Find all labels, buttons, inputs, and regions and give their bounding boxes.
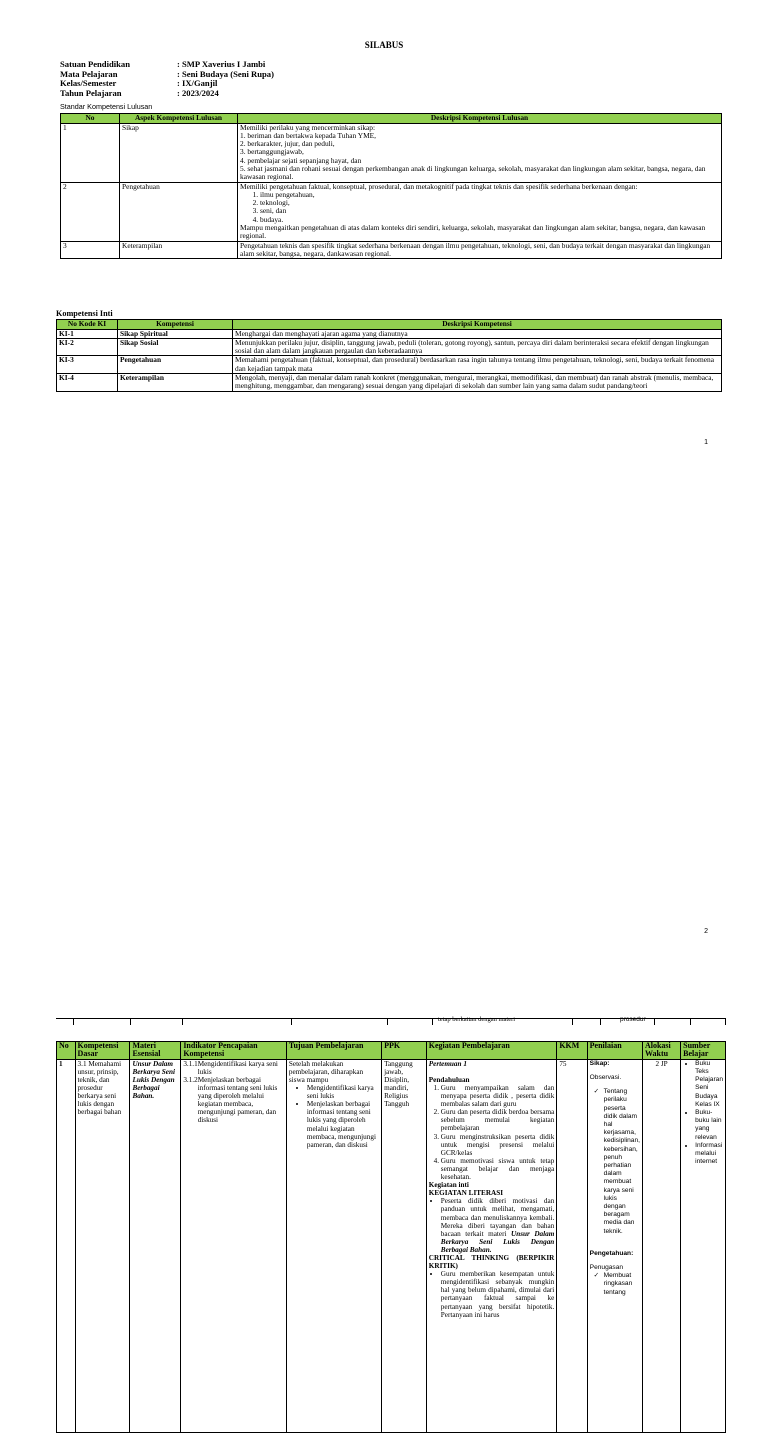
skl-aspek: Sikap [120,123,238,182]
ki-kompetensi: Keterampilan [118,373,233,391]
list-item: 2. teknologi, [260,199,719,207]
ki-kompetensi: Sikap Sosial [118,338,233,356]
materi-esensial: Unsur Dalam Berkarya Seni Lukis Dengan Berbagai Bahan. [130,1059,181,1432]
sumber-belajar [681,1059,726,1432]
literasi-text: Peserta didik diberi motivasi dan panduan untuk melihat, mengamati, membaca dan menuliskannya kembali. Mereka diberi tayangan dan bahan bacaan terkait materi [440,1197,555,1238]
ki-kode: KI-2 [57,338,118,356]
skl-no: 3 [61,241,120,259]
document-title: SILABUS [364,40,404,50]
column-header: Tujuan Pembelajaran [286,1042,381,1060]
list-item: 4. Guru memotivasi siswa untuk tetap semangat belajar dan menjaga kesehatan. [441,1157,555,1181]
column-header: Kompetensi Dasar [75,1042,130,1060]
ki-table [56,319,722,392]
ki-kode: KI-1 [57,329,118,338]
identity-value: : IX/Ganjil [177,78,218,88]
skl-line: kawasan regional. [240,172,294,182]
list-item: • Guru memberikan kesempatan untuk mengidentifikasi sebanyak mungkin hal yang belum dipahami, dimulai dari pertanyaan faktual sampai ke pertanyaan yang bersifat hipotetik. Pertanyaan ini harus [441,1270,555,1319]
list-item: • Buku Teks Pelajaran Seni Budaya Kelas IX [695,1060,723,1109]
skl-intro: Memiliki pengetahuan faktual, konseptual, prosedural, dan metakognitif pada tingkat teknis dan spesifik sederhana berkenaan dengan: [240,181,638,191]
column-header: Sumber Belajar [681,1042,726,1060]
page-number: 1 [704,439,708,446]
penilaian-pengetahuan: Pengetahuan: [589,1249,634,1257]
penilaian-penugasan: Penugasan [589,1264,624,1272]
skl-line: 5. sehat jasmani dan rohani sesuai dengan perkembangan anak di lingkungan keluarga, sekolah, masyarakat dan lingkungan alam sekitar, bangsa, negara, dan [240,163,706,173]
skl-line: 2. berkarakter, jujur, dan peduli, [240,139,335,149]
column-header: KKM [557,1042,587,1060]
identity-key: Kelas/Semester [60,78,117,88]
skl-label: Standar Kompetensi Lulusan [60,102,153,111]
page-number: 2 [704,928,708,935]
indikator-num: 3.1.2 [183,1076,198,1084]
column-header: Aspek Kompetensi Lulusan [120,114,238,124]
list-item: 1. ilmu pengetahuan, [260,191,719,199]
list-item: • Buku-buku lain yang relevan [695,1109,723,1142]
row-no: 1 [57,1059,76,1432]
tujuan-intro: Setelah melakukan pembelajaran, diharapkan siswa mampu [288,1059,364,1084]
column-header: No [61,114,120,124]
alokasi-waktu: 2 JP [642,1059,680,1432]
table-row [57,373,722,391]
inti-heading: Kegiatan inti [428,1181,469,1190]
skl-table [60,113,722,259]
skl-no: 2 [61,182,120,241]
skl-deskripsi [238,182,722,241]
pendahuluan-heading: Pendahuluan [428,1075,470,1084]
skl-deskripsi: Pengetahuan teknis dan spesifik tingkat sederhana berkenaan dengan ilmu pengetahuan, teknologi, seni, dan budaya terkait dengan masyarakat dan lingkungan alam sekitar, bangsa, negara, dankawasan regional. [238,241,722,259]
column-header: Kompetensi [118,320,233,330]
column-header: PPK [382,1042,427,1060]
literasi-materi: Unsur Dalam Berkarya Seni Lukis Dengan Berbagai Bahan. [440,1229,555,1254]
table-row [61,123,722,182]
column-header: No Kode KI [57,320,118,330]
list-item: 3. seni, dan [260,207,719,215]
identity-value: : Seni Budaya (Seni Rupa) [177,68,274,79]
table-row [57,329,722,338]
skl-deskripsi [238,123,722,182]
column-header: Indikator Pencapaian Kompetensi [181,1042,287,1060]
ki-deskripsi: Memahami pengetahuan (faktual, konseptual, dan prosedural) berdasarkan rasa ingin tahunya tentang ilmu pengetahuan, teknologi, seni, budaya terkait fenomena dan kejadian tampak mata [233,356,722,374]
skl-no: 1 [61,123,120,182]
table-row [57,356,722,374]
identity-key: Satuan Pendidikan [60,59,130,69]
page-3-cut-text: tetap berkaitan dengan materi [438,1016,516,1023]
indikator-item [183,1076,284,1125]
skl-line: Memiliki perilaku yang mencerminkan sikap: [240,122,376,132]
indikator-text: Mengidentifikasi karya seni lukis [197,1059,278,1076]
syllabus-table [56,1041,726,1433]
indikator [181,1059,287,1432]
critical-heading: CRITICAL THINKING (BERPIKIR KRITIK) [428,1253,555,1271]
ki-deskripsi: Mengolah, menyaji, dan menalar dalam ranah konkret (menggunakan, mengurai, merangkai, memodifikasi, dan membuat) dan ranah abstrak (menulis, membaca, menghitung, menggambar, dan mengarang) sesuai dengan yang dipelajari di sekolah dan sumber lain yang sama dalam sudut pandang/teori [233,373,722,391]
ki-kode: KI-3 [57,356,118,374]
identity-block [60,60,274,98]
column-header: Deskripsi Kompetensi Lulusan [238,114,722,124]
indikator-text: Menjelaskan berbagai informasi tentang seni lukis yang diperoleh melalui kegiatan membaca, mengunjungi pameran, dan diskusi [197,1076,278,1125]
ki-kompetensi: Pengetahuan [118,356,233,374]
kegiatan-pembelajaran [426,1059,557,1432]
kompetensi-dasar: 3.1 Memahami unsur, prinsip, teknik, dan prosedur berkarya seni lukis dengan berbagai bahan [75,1059,130,1432]
identity-value: : SMP Xaverius I Jambi [177,59,266,69]
penilaian [587,1059,642,1432]
list-item: 1. Guru menyampaikan salam dan menyapa peserta didik , peserta didik membalas salam dari guru [441,1084,555,1108]
column-header: Penilaian [587,1042,642,1060]
identity-key: Mata Pelajaran [60,68,118,79]
ki-title: Kompetensi Inti [56,309,113,318]
skl-aspek: Pengetahuan [120,182,238,241]
list-item: • Mengidentifikasi karya seni lukis [307,1084,379,1100]
column-header: Alokasi Waktu [642,1042,680,1060]
penilaian-observasi: Observasi. [589,1074,622,1082]
skl-line: 1. beriman dan bertakwa kepada Tuhan YME, [240,130,377,140]
list-item [441,1197,555,1254]
skl-line: 4. pembelajar sejati sepanjang hayat, dan [240,155,362,165]
penilaian-sikap: Sikap: [589,1059,610,1067]
ppk: Tanggung jawab, Disiplin, mandiri, Religius Tangguh [382,1059,427,1432]
indikator-num: 3.1.1 [183,1059,198,1068]
skl-outro: Mampu mengaitkan pengetahuan di atas dalam konteks diri sendiri, keluarga, sekolah, masyarakat dan lingkungan alam sekitar, bangsa, negara, dan kawasan regional. [240,223,706,241]
identity-row [60,89,274,99]
column-header: Deskripsi Kompetensi [233,320,722,330]
identity-key: Tahun Pelajaran [60,87,122,98]
table-row [61,241,722,259]
ki-deskripsi: Menghargai dan menghayati ajaran agama yang dianutnya [233,329,722,338]
column-header: Materi Esensial [130,1042,181,1060]
literasi-heading: KEGIATAN LITERASI [428,1189,504,1198]
list-item: ✓ Tentang perilaku peserta didik dalam hal kerjasama, kedisiplinan, kebersihan, penuh perhatian dalam membuat karya seni lukis dengan beragam media dan teknik. [604,1088,640,1236]
document-page-1 [0,0,768,460]
table-row [57,338,722,356]
indikator-item [183,1060,284,1076]
page-3-cut-text: prosedur [620,1016,646,1023]
ki-deskripsi: Menunjukkan perilaku jujur, disiplin, tanggung jawab, peduli (toleran, gotong royong), santun, percaya diri dalam berinteraksi secara efektif dengan lingkungan sosial dan alam dalam jangkauan pergaulan dan keberadaannya [233,338,722,356]
table-header-row [57,320,722,330]
table-row [61,182,722,241]
list-item: • Informasi melalui internet [695,1142,723,1167]
list-item: 2. Guru dan peserta didik berdoa bersama sebelum memulai kegiatan pembelajaran [441,1108,555,1132]
column-header: No [57,1042,76,1060]
column-header: Kegiatan Pembelajaran [426,1042,557,1060]
skl-line: 3. bertanggungjawab, [240,147,304,157]
list-item: • Menjelaskan berbagai informasi tentang seni lukis yang diperoleh melalui kegiatan membaca, mengunjungi pameran, dan diskusi [307,1100,379,1149]
list-item: 4. budaya. [260,216,719,224]
pertemuan-label: Pertemuan 1 [428,1059,467,1068]
list-item: 3. Guru menginstruksikan peserta didik untuk mengisi presensi melalui GCR/kelas [441,1133,555,1157]
ki-kompetensi: Sikap Spiritual [118,329,233,338]
tujuan-pembelajaran [286,1059,381,1432]
table-row [57,1059,726,1432]
ki-kode: KI-4 [57,373,118,391]
identity-value: : 2023/2024 [177,87,219,98]
table-header-row [57,1042,726,1060]
table-header-row [61,114,722,124]
kkm: 75 [557,1059,587,1432]
list-item: ✓ Membuat ringkasan tentang [604,1272,640,1297]
skl-aspek: Keterampilan [120,241,238,259]
